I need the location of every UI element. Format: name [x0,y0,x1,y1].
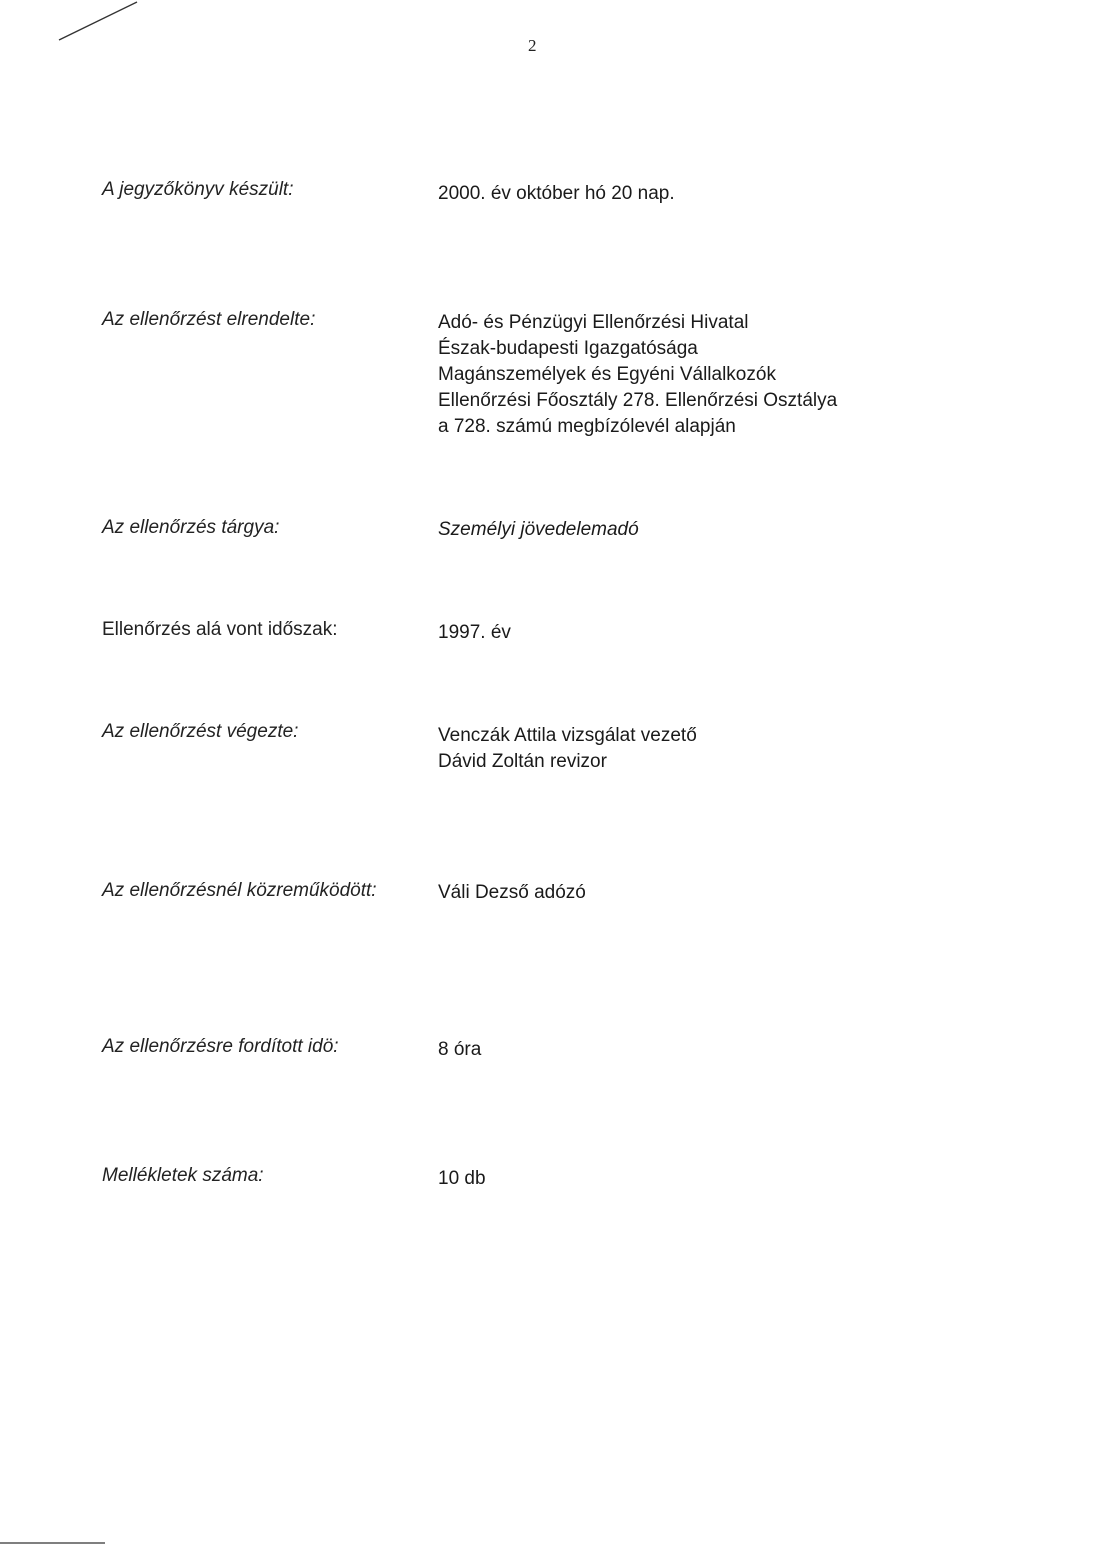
field-label-prepared-date: A jegyzőkönyv készült: [102,179,294,200]
field-label-participant: Az ellenőrzésnél közreműködött: [102,880,377,901]
value-line: Adó- és Pénzügyi Ellenőrzési Hivatal [438,312,749,333]
field-value-performed-by [438,723,697,775]
page-number: 2 [528,36,537,55]
field-label-time-spent: Az ellenőrzésre fordított idö: [102,1036,339,1057]
value-line: a 728. számú megbízólevél alapján [438,416,736,437]
value-line: 2000. év október hó 20 nap. [438,183,675,204]
value-line: 10 db [438,1168,486,1189]
field-label-ordered-by: Az ellenőrzést elrendelte: [102,309,316,330]
field-value-subject [438,517,639,543]
field-label-subject: Az ellenőrzés tárgya: [102,517,280,538]
value-line: Személyi jövedelemadó [438,519,639,540]
field-value-attachments [438,1166,486,1192]
field-label-attachments: Mellékletek száma: [102,1165,264,1186]
value-line: Váli Dezső adózó [438,882,586,903]
value-line: Dávid Zoltán revizor [438,751,607,772]
value-line: Ellenőrzési Főosztály 278. Ellenőrzési Osztálya [438,390,838,411]
field-label-performed-by: Az ellenőrzést végezte: [102,721,299,742]
value-line: Magánszemélyek és Egyéni Vállalkozók [438,364,776,385]
field-value-period [438,620,511,646]
field-value-participant [438,880,586,906]
value-line: 8 óra [438,1039,482,1060]
pen-stroke-mark [55,0,145,45]
field-value-time-spent [438,1037,481,1063]
value-line: Észak-budapesti Igazgatósága [438,338,698,359]
value-line: Venczák Attila vizsgálat vezető [438,725,697,746]
field-value-prepared-date [438,181,675,207]
value-line: 1997. év [438,622,511,643]
bottom-rule-mark [0,1540,110,1546]
field-label-period: Ellenőrzés alá vont időszak: [102,619,338,640]
field-value-ordered-by [438,310,837,440]
